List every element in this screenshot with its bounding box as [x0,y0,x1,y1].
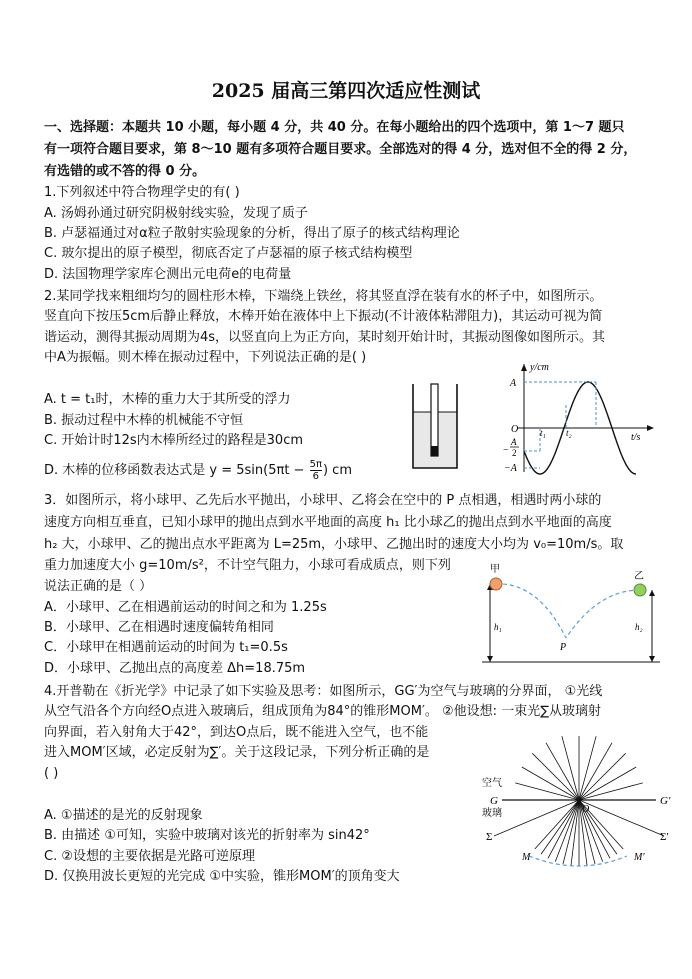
sigma-prime-label: Σ′ [660,831,669,843]
x-axis-label: t/s [631,432,641,443]
section-instructions-line-2: 有一项符合题目要求，第 8～10 题有多项符合题目要求。全部选对的得 4 分，选对但不全的得 2 分， [44,142,637,157]
gp-label: G′ [660,795,671,807]
g-label: G [490,795,498,807]
q3-stem-line-1: 3．如图所示，将小球甲、乙先后水平抛出，小球甲、乙将会在空中的 P 点相遇，相遇时两小球的 [44,493,602,508]
y-axis-arrow [521,364,527,371]
cone-arc [529,856,627,866]
q1-option-c: C. 玻尔提出的原子模型，彻底否定了卢瑟福的原子核式结构模型 [44,246,413,261]
q3-stem-line-5: 说法正确的是（ ） [44,579,153,594]
half-num: A [511,437,517,447]
q4-stem-line-1: 4.开普勒在《折光学》中记录了如下实验及思考：如图所示，GG′为空气与玻璃的分界面， ①光线 [44,684,603,699]
q2-d-frac-den: 6 [312,471,319,482]
q2-stem-line-2: 竖直向下按压5cm后静止释放，木棒开始在液体中上下振动(不计液体粘滞阻力)，其运动可视为简 [44,309,603,324]
iron-wire [431,446,438,456]
q2-stem-line-1: 2.某同学找来粗细均匀的圆柱形木棒，下端绕上铁丝，将其竖直浮在装有水的杯子中，如图所示。 [44,289,603,304]
mp-label: M′ [634,852,645,863]
refraction-figure [476,736,682,872]
o-label: O [582,804,590,815]
q4-option-a: A. ①描述的是光的反射现象 [44,808,203,823]
q4-stem-line-4: 进入MOM′区域，必定反射为∑′。关于这段记录，下列分析正确的是 [44,745,430,760]
incident-ray [579,783,643,800]
q1-stem: 1.下列叙述中符合物理学史的有( ) [44,185,240,200]
incident-ray [515,783,579,800]
refracted-ray [563,800,579,864]
q3-option-b: B．小球甲、乙在相遇时速度偏转角相同 [44,620,274,635]
p-label: P [560,642,567,653]
q3-option-d: D．小球甲、乙抛出点的高度差 Δh=18.75m [44,661,306,676]
q2-option-b: B. 振动过程中木棒的机械能不守恒 [44,413,244,428]
q3-stem-line-3: h₂ 大，小球甲、乙的抛出点水平距离为 L=25m，小球甲、乙抛出时的速度大小均为 v₀=10m/s。取 [44,537,624,552]
x-axis-arrow [647,425,654,431]
section-instructions-line-3: 有选错的或不答的得 0 分。 [44,164,206,179]
beaker-figure [410,380,460,472]
q2-option-c: C. 开始计时12s内木棒所经过的路程是30cm [44,433,304,448]
section-instructions-line-1: 一、选择题：本题共 10 小题，每小题 4 分，共 40 分。在每小题给出的四个选项中，第 1～7 题只 [44,120,625,135]
h2-label: h₂ [635,622,643,632]
q4-stem-line-5: ( ) [44,766,59,781]
q2-option-a: A. t = t₁时，木棒的重力大于其所受的浮力 [44,392,291,407]
q4-stem-line-3: 向界面，若入射角大于42°，到达O点后，既不能进入空气，也不能 [44,725,429,740]
wooden-stick [431,384,438,456]
q3-option-c: C．小球甲在相遇前运动的时间为 t₁=0.5s [44,640,288,655]
q3-stem-line-4: 重力加速度大小 g=10m/s²，不计空气阻力，小球可看成质点，则下列 [44,558,451,573]
q4-option-d: D. 仅换用波长更短的光完成 ①中实验，锥形MOM′的顶角变大 [44,869,400,884]
projectile-figure [476,562,666,670]
origin-label: O [511,424,519,435]
trajectory-jia [496,584,566,638]
ray-fan [494,736,664,866]
sigma-label: Σ [486,831,493,843]
q3-stem-line-2: 速度方向相互垂直，已知小球甲的抛出点到水平地面的高度 h₁ 比小球乙的抛出点到水平地面的高度 [44,515,612,530]
q2-stem-line-3: 谐运动，测得其振动周期为4s，以竖直向上为正方向，某时刻开始计时，其振动图像如图所示。其 [44,330,606,345]
half-den: 2 [512,448,517,458]
incident-ray [562,736,579,800]
glass-label: 玻璃 [482,808,502,819]
q3-option-a: A．小球甲、乙在相遇前运动的时间之和为 1.25s [44,600,327,615]
q2-option-d: D. 木棒的位移函数表达式是 y = 5sin(5πt − $\frac{5\pi}{6}$ ) cm [44,459,352,482]
incident-ray [579,736,596,800]
half-sign: − [503,445,509,456]
t1-label: t₁ [540,428,546,438]
q1-option-b: B. 卢瑟福通过对α粒子散射实验现象的分析，得出了原子的核式结构理论 [44,226,460,241]
ball-yi [634,584,646,596]
air-label: 空气 [482,778,502,789]
q4-stem-line-2: 从空气沿各个方向经O点进入玻璃后，组成顶角为84°的锥形MOM′。 ②他设想: 一束光∑从玻璃射 [44,704,601,719]
q1-option-a: A. 汤姆孙通过研究阴极射线实验，发现了质子 [44,206,308,221]
q2-stem-line-4: 中A为振幅。则木棒在振动过程中，下列说法正确的是( ) [44,350,367,365]
vibration-graph [500,358,660,476]
t2-label: t₂ [566,428,572,438]
ball-jia [490,578,502,590]
amp-label: A [510,378,517,389]
yi-label: 乙 [634,571,644,582]
q4-option-c: C. ②设想的主要依据是光路可逆原理 [44,849,255,864]
m-label: M [522,852,531,863]
q4-option-b: B. 由描述 ①可知，实验中玻璃对该光的折射率为 sin42° [44,828,370,843]
jia-label: 甲 [490,564,500,575]
y-axis-label: y/cm [530,362,549,373]
q1-option-d: D. 法国物理学家库仑测出元电荷e的电荷量 [44,267,292,282]
q2-d-frac-num: 5π [309,459,322,470]
page-title: 2025 届高三第四次适应性测试 [211,80,481,102]
h1-label: h₁ [494,622,502,632]
trajectory-yi [566,590,640,638]
neg-amp-label: −A [504,463,517,474]
